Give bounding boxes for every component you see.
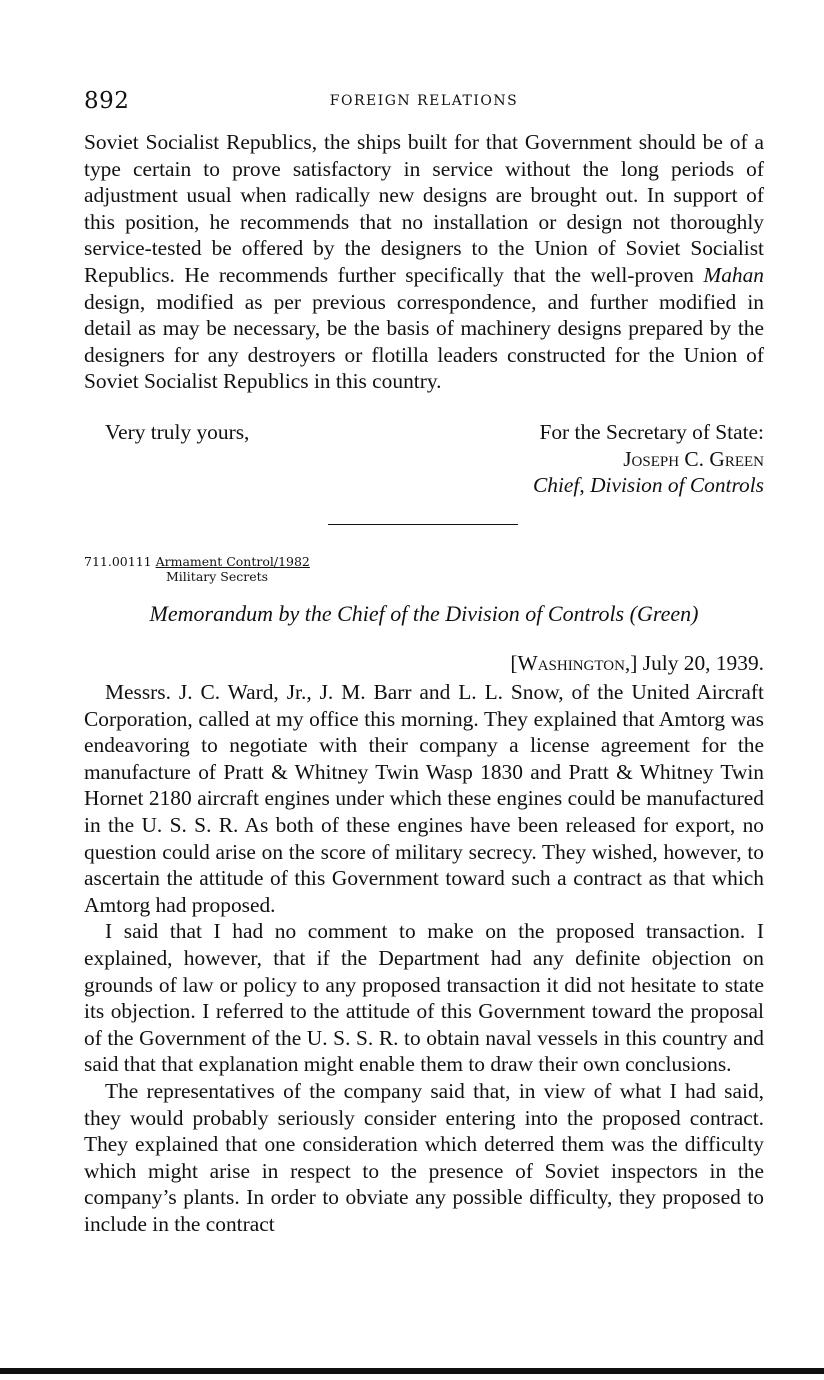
letter-paragraph: Soviet Socialist Republics, the ships built for that Government should be of a type certain to prove satisfactory in service without the long periods of adjustment usual when radically new designs are brought out. In support of this position, he recommends that no installation or design not thoroughly service-tested be offered by the designers to the Union of Soviet Socialist Republics. He recommends further specifically that the well-proven Mahan design, modified as per previous correspondence, and further modified in detail as may be necessary, be the basis of machinery designs prepared by the designers for any destroyers or flotilla leaders constructed for the Union of Soviet Socialist Republics in this country. xyxy=(84,130,764,394)
memo-paragraph: Messrs. J. C. Ward, Jr., J. M. Barr and L. L. Snow, of the United Aircraft Corporation, called at my office this morning. They explained that Amtorg was endeavoring to negotiate with their company a license agreement for the manufacture of Pratt & Whitney Twin Wasp 1830 and Pratt & Whitney Twin Hornet 2180 aircraft engines under which these engines could be manufactured in the U. S. S. R. As both of these engines have been released for export, no question could arise on the score of military secrecy. They wished, however, to ascertain the attitude of this Government toward such a contract as that which Amtorg had proposed. xyxy=(84,680,764,917)
page-number: 892 xyxy=(84,88,130,114)
page-bottom-edge xyxy=(0,1368,824,1374)
ship-class-name: Mahan xyxy=(703,262,764,287)
signer-name: Joseph C. Green xyxy=(623,446,764,471)
page-header xyxy=(84,88,764,118)
letter-closing xyxy=(84,419,764,499)
running-title: FOREIGN RELATIONS xyxy=(329,93,519,109)
section-divider xyxy=(328,524,518,525)
signature-block xyxy=(533,419,764,499)
file-number: 711.00111 xyxy=(84,554,152,569)
letter-body xyxy=(84,129,764,395)
dateline: [Washington,] July 20, 1939. xyxy=(510,651,764,675)
memo-title: Memorandum by the Chief of the Division of Controls (Green) xyxy=(149,601,699,626)
for-secretary-line: For the Secretary of State: xyxy=(539,420,764,444)
memo-body xyxy=(84,679,764,1237)
memo-paragraph: I said that I had no comment to make on the proposed transaction. I explained, however, that if the Department had any definite objection on grounds of law or policy to any proposed transaction it did not hesitate to state its objection. I referred to the attitude of this Government toward the proposal of the Government of the U. S. S. R. to obtain naval vessels in this country and said that that explanation might enable them to draw their own conclusions. xyxy=(84,919,764,1077)
salutation: Very truly yours, xyxy=(105,420,250,444)
file-subject-secondary: Military Secrets xyxy=(166,569,269,584)
file-reference xyxy=(84,554,310,584)
signer-title: Chief, Division of Controls xyxy=(533,473,764,498)
file-subject: Armament Control/1982 xyxy=(155,554,310,569)
memo-paragraph: The representatives of the company said that, in view of what I had said, they would probably seriously consider entering into the proposed contract. They explained that one consideration which deterred them was the difficulty which might arise in respect to the presence of Soviet inspectors in the company’s plants. In order to obviate any possible difficulty, they proposed to include in the contract xyxy=(84,1078,764,1236)
